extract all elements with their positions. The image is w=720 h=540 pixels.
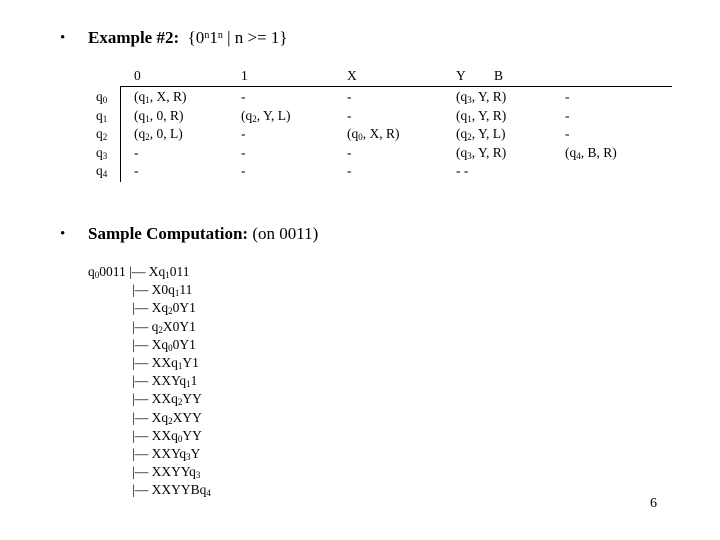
computation-step: |— $q_2X0Y1$ xyxy=(132,318,196,335)
header-0: 0 xyxy=(134,68,141,83)
state-column xyxy=(96,88,107,181)
column-1 xyxy=(241,88,291,181)
bullet-marker: • xyxy=(60,226,66,242)
sample-label: Sample Computation: xyxy=(88,224,249,243)
computation-step: |— XXq$_0$YY xyxy=(132,427,202,444)
computation-step: |— XXYYq$_3$ xyxy=(132,464,201,481)
computation-step: |— XXYq$_3$Y xyxy=(132,446,201,462)
computation-step: |— $Xq_20Y1$ xyxy=(132,300,196,317)
table-cell: ($q_2$, Y, L) xyxy=(456,126,506,142)
language-definition: {0$^n$1$^n$ | n >= 1} xyxy=(187,28,288,47)
page-number: 6 xyxy=(650,496,657,511)
table-cell: ($q_1$, Y, R) xyxy=(456,107,507,124)
sample-input: (on 0011) xyxy=(248,224,319,243)
table-cell: ($q_2$, 0, L) xyxy=(134,126,183,142)
column-x xyxy=(347,88,400,181)
table-cell: - xyxy=(134,163,139,178)
table-header-rule xyxy=(120,86,672,87)
table-cell: - xyxy=(347,89,352,104)
sample-heading xyxy=(88,224,318,244)
header-y: Y xyxy=(456,68,466,83)
table-cell: ($q_1$, 0, R) xyxy=(134,107,184,124)
column-y xyxy=(456,88,506,181)
table-cell: - xyxy=(565,89,570,104)
example-heading xyxy=(88,28,288,48)
table-state-rule xyxy=(120,86,121,182)
computation-step: |— $Xq_00Y1$ xyxy=(132,336,196,353)
table-cell: ($q_4$, B, R) xyxy=(565,144,617,161)
table-cell: ($q_0$, X, R) xyxy=(347,126,400,142)
table-cell: ($q_3$, Y, R) xyxy=(456,144,507,161)
state-label: $q_3$ xyxy=(96,144,108,161)
header-b: B xyxy=(494,68,504,83)
computation-step: |— XXYq$_1$1 xyxy=(132,373,198,390)
table-cell: - xyxy=(565,126,570,141)
table-cell: - xyxy=(241,89,246,104)
column-0 xyxy=(134,88,187,181)
table-cell: - xyxy=(241,144,246,160)
example-label: Example #2: xyxy=(88,28,180,47)
computation-step: |— $Xq_2XYY$ xyxy=(132,409,202,426)
table-cell: ($q_3$, Y, R) xyxy=(456,89,507,105)
table-cell: - xyxy=(565,107,570,123)
table-cell: - xyxy=(241,126,246,141)
column-b xyxy=(565,88,617,162)
computation-step: |— XXYYBq$_4$ xyxy=(132,482,211,499)
state-label: $q_1$ xyxy=(96,107,108,124)
header-1: 1 xyxy=(241,68,248,83)
computation-step: |— XXq$_1$Y1 xyxy=(132,355,199,371)
computation-step: |— $X0q_111$ xyxy=(132,282,193,299)
computation-step: $q_00011$ |— $Xq_1011$ xyxy=(88,264,190,280)
bullet-marker: • xyxy=(60,30,66,46)
state-label: $q_0$ xyxy=(96,89,108,105)
header-x: X xyxy=(347,68,357,83)
state-label: $q_4$ xyxy=(96,163,108,179)
state-label: $q_2$ xyxy=(96,126,108,142)
table-cell: - xyxy=(241,163,246,178)
table-cell: - xyxy=(347,144,352,160)
table-cell: ($q_2$, Y, L) xyxy=(241,107,291,124)
table-cell: - xyxy=(134,144,139,160)
computation-step: |— XXq$_2$YY xyxy=(132,391,202,408)
table-cell: - xyxy=(347,163,352,178)
table-cell: - - xyxy=(456,163,469,178)
table-cell: ($q_1$, X, R) xyxy=(134,89,187,105)
table-cell: - xyxy=(347,107,352,123)
